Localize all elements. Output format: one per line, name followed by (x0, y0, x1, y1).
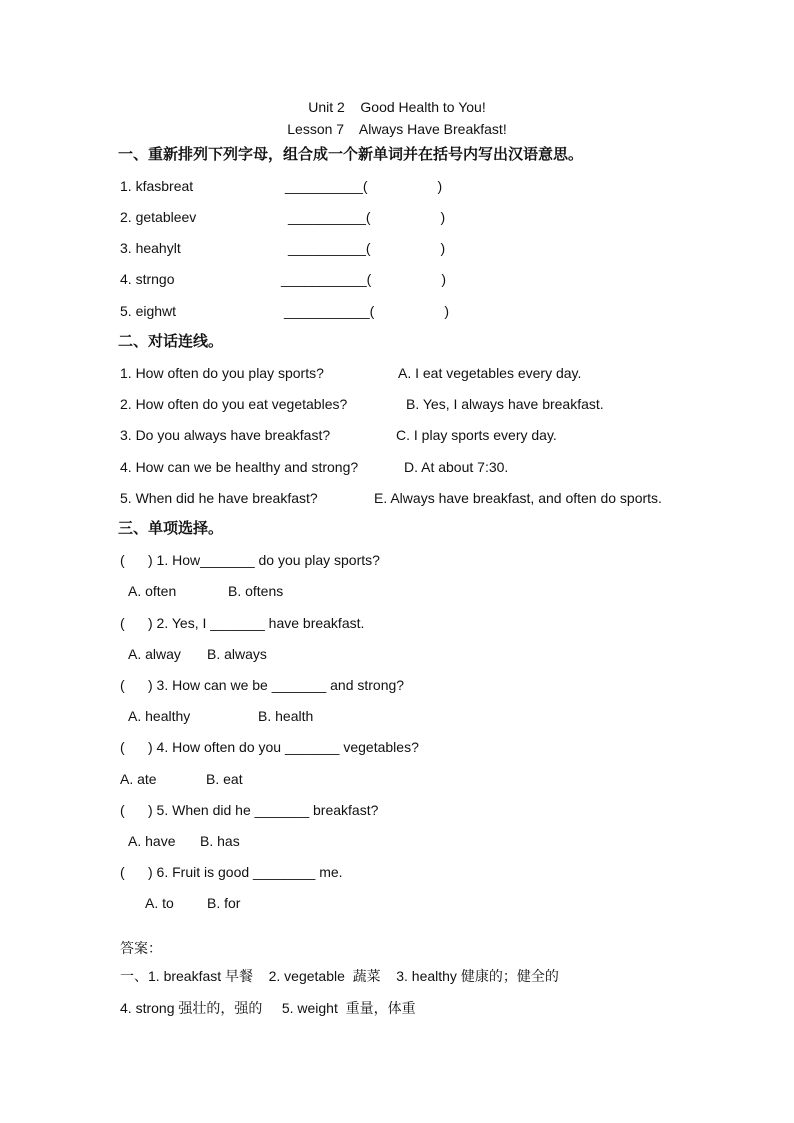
s1-item4-blank: ___________( ) (281, 271, 446, 287)
s3-question2: ( ) 2. Yes, I _______ have breakfast. (120, 615, 365, 631)
s2-answer-c: C. I play sports every day. (396, 427, 557, 443)
s2-question4: 4. How can we be healthy and strong? (120, 459, 359, 475)
s3-q3-option-a: A. healthy (128, 708, 191, 724)
s3-q1-option-a: A. often (128, 583, 177, 599)
s1-item2-word: 2. getableev (120, 209, 197, 225)
s2-question2: 2. How often do you eat vegetables? (120, 396, 348, 412)
unit-title: Unit 2 Good Health to You! (308, 99, 486, 115)
s3-question6: ( ) 6. Fruit is good ________ me. (120, 864, 343, 880)
section2-title: 二、对话连线。 (118, 332, 224, 350)
s1-item1-blank: __________( ) (285, 178, 443, 194)
s3-q1-option-b: B. oftens (228, 583, 284, 599)
s1-item3-blank: __________( ) (288, 240, 446, 256)
s1-item1-word: 1. kfasbreat (120, 178, 194, 194)
s2-question3: 3. Do you always have breakfast? (120, 427, 331, 443)
section3-title: 三、单项选择。 (118, 519, 224, 537)
s3-q5-option-a: A. have (128, 833, 176, 849)
s1-item5-word: 5. eighwt (120, 303, 177, 319)
answers-line2: 4. strong 强壮的，强的 5. weight 重量，体重 (120, 1000, 416, 1016)
answers-title: 答案： (120, 940, 162, 956)
s1-item2-blank: __________( ) (288, 209, 446, 225)
s2-answer-b: B. Yes, I always have breakfast. (406, 396, 604, 412)
s1-item5-blank: ___________( ) (284, 303, 449, 319)
s3-q4-option-b: B. eat (206, 771, 243, 787)
s2-question1: 1. How often do you play sports? (120, 365, 324, 381)
s3-question4: ( ) 4. How often do you _______ vegetables? (120, 739, 419, 755)
s2-answer-d: D. At about 7:30. (404, 459, 509, 475)
s1-item3-word: 3. heahylt (120, 240, 181, 256)
s3-question3: ( ) 3. How can we be _______ and strong? (120, 677, 405, 693)
s3-q3-option-b: B. health (258, 708, 314, 724)
answers-line1: 一、1. breakfast 早餐 2. vegetable 蔬菜 3. healthy 健康的；健全的 (120, 968, 559, 984)
s3-q4-option-a: A. ate (120, 771, 157, 787)
s1-item4-word: 4. strngo (120, 271, 175, 287)
s3-q2-option-a: A. alway (128, 646, 181, 662)
s3-q6-option-b: B. for (207, 895, 241, 911)
s3-question5: ( ) 5. When did he _______ breakfast? (120, 802, 379, 818)
section1-title: 一、重新排列下列字母，组合成一个新单词并在括号内写出汉语意思。 (118, 145, 584, 163)
s2-answer-a: A. I eat vegetables every day. (398, 365, 582, 381)
s3-question1: ( ) 1. How_______ do you play sports? (120, 552, 380, 568)
s2-answer-e: E. Always have breakfast, and often do sports. (374, 490, 662, 506)
s2-question5: 5. When did he have breakfast? (120, 490, 318, 506)
lesson-title: Lesson 7 Always Have Breakfast! (287, 121, 507, 137)
s3-q6-option-a: A. to (145, 895, 174, 911)
s3-q2-option-b: B. always (207, 646, 267, 662)
s3-q5-option-b: B. has (200, 833, 240, 849)
